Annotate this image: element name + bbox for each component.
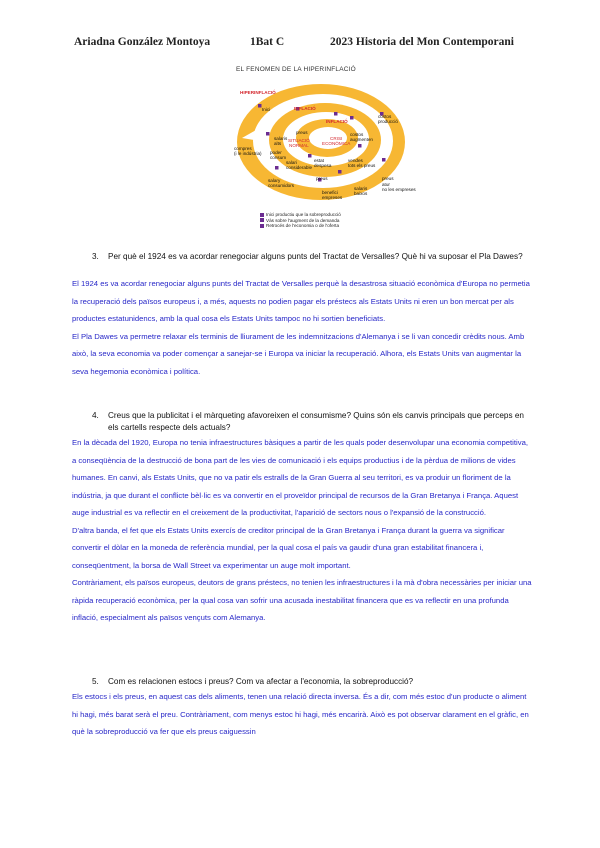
label-preus-mid: preus	[316, 176, 328, 181]
label-situacio: SITUACIÓ NORMAL	[288, 138, 310, 148]
label-atur: atur no les empreses	[382, 182, 416, 192]
class-group: 1Bat C	[250, 36, 285, 48]
question-number: 4.	[92, 411, 99, 420]
question-text: Com es relacionen estocs i preus? Com va afectar a l'economia, la sobreproducció?	[108, 677, 414, 686]
legend-marker	[260, 218, 264, 222]
legend-item: Inici productiu que la sobreproducció	[260, 212, 341, 218]
legend-item: Vàs sobre l'augment de la demanda	[260, 218, 341, 224]
question-text: Creus que la publicitat i el màrqueting afavoreixen el consumisme? Quins són els canvis principals que perceps en els cartells respecte dels actuals?	[108, 411, 524, 432]
figure-legend	[260, 212, 341, 229]
question-4	[92, 410, 532, 434]
label-vendes: vendes tots els preus	[348, 158, 376, 168]
label-poder-consum: poder consum	[270, 150, 287, 160]
label-costos-augmenten: costos augmenten	[350, 132, 373, 142]
label-salary: salary consumidors	[268, 178, 295, 188]
answer-paragraph: El 1924 es va acordar renegociar alguns punts del Tractat de Versalles perquè la desastrosa situació econòmica d'Europa no permetia la recuperació dels països europeus i, a més, aquests no podien pagar els préstecs als Estats Units ni eren un bon mercat per als productes estatunidencs, amb la qual cosa els Estats Units tampoc no hi sortien beneficiats.	[72, 279, 530, 323]
label-costos-produccio: costos producció	[378, 114, 398, 124]
legend-marker	[260, 224, 264, 228]
answer-5	[72, 688, 532, 741]
page-header	[0, 36, 600, 52]
answer-paragraph: El Pla Dawes va permetre relaxar els terminis de lliurament de les indemnitzacions d'Alemanya i se li van concedir crèdits nous. Amb això, la seva economia va poder començar a sanejar-se i Europa va iniciar la recuperació. Alhora, els Estats Units van augmentar la seva hegemonia econòmica i política.	[72, 331, 525, 376]
question-number: 5.	[92, 677, 99, 686]
label-hiperinflacio: HIPERINFLACIÓ	[240, 90, 276, 95]
label-inici: Inici	[262, 107, 271, 112]
label-salari-considerable: salari considerable	[286, 160, 313, 170]
subject-title: 2023 Historia del Mon Contemporani	[330, 36, 514, 48]
label-crisi: CRISI ECONÒMICA	[322, 136, 351, 146]
question-3	[92, 251, 532, 263]
label-salaris: salaris alts	[274, 136, 288, 146]
answer-paragraph: En la dècada del 1920, Europa no tenia infraestructures bàsiques a partir de les quals poder desenvolupar una economia competitiva, a conseqüència de la destrucció de bona part de les vies de comunicació i els equips productius i de la pèrdua de milions de vides humanes. En canvi, als Estats Units, que no va patir els estralls de la Gran Guerra al seu territori, es va produir un floriment de la indústria, ja que durant el conflicte bèl·lic es va convertir en el proveïdor principal de recursos de la Gran Bretanya i França. Aquest auge industrial es va reflectir en el creixement de la productivitat, l'aparició de sectors nous o l'expansió de la construcció.	[72, 438, 528, 517]
answer-paragraph: Els estocs i els preus, en aquest cas dels aliments, tenen una relació directa inversa. És a dir, com més estoc d'un producte o aliment hi hagi, més barat serà el preu. Contràriament, com menys estoc hi hagi, més encarirà. Això es pot observar clarament en el gràfic, en què la sobreproducció va fer que els preus caiguessin	[72, 692, 529, 736]
question-number: 3.	[92, 252, 99, 261]
label-preus-top: preus	[296, 130, 308, 135]
label-salaris-low: salaris baixos	[354, 186, 368, 196]
question-5	[92, 676, 532, 688]
question-text: Per què el 1924 es va acordar renegociar alguns punts del Tractat de Versalles? Què hi va suposar el Pla Dawes?	[108, 252, 523, 261]
answer-4	[72, 434, 532, 627]
answer-paragraph: Contràriament, els països europeus, deutors de grans préstecs, no tenien les infraestructures i la mà d'obra necessàries per iniciar una ràpida recuperació econòmica, per la qual cosa van sofrir una acusada inestabilitat financera que es va reflectir en una profunda inflació, especialment als països vençuts com Alemanya.	[72, 578, 532, 622]
hyperinflation-figure	[230, 66, 416, 236]
label-inflacio: INFLACIÓ	[294, 106, 316, 111]
label-preus-low: preus	[382, 176, 394, 181]
legend-item: Retrocés de l'economia o de l'oferta	[260, 223, 341, 229]
legend-marker	[260, 213, 264, 217]
label-compres: compres (i le indústria)	[234, 146, 262, 156]
figure-title: EL FENOMEN DE LA HIPERINFLACIÓ	[236, 66, 356, 73]
label-estat: estat despesa	[314, 158, 332, 168]
answer-paragraph: D'altra banda, el fet que els Estats Units exercís de creditor principal de la Gran Bretanya i França durant la guerra va significar convertir el dòlar en la moneda de referència mundial, per la qual cosa el país va gaudir d'una gran estabilitat financera i, conseqüentment, la borsa de Wall Street va experimentar un auge molt important.	[72, 525, 505, 570]
label-benefici-empreses: benefici empreses	[322, 190, 343, 200]
student-name: Ariadna González Montoya	[74, 36, 211, 48]
label-inflacio-inner: INFLACIÓ	[326, 119, 348, 124]
spiral-diagram	[230, 74, 412, 214]
answer-3	[72, 275, 532, 380]
